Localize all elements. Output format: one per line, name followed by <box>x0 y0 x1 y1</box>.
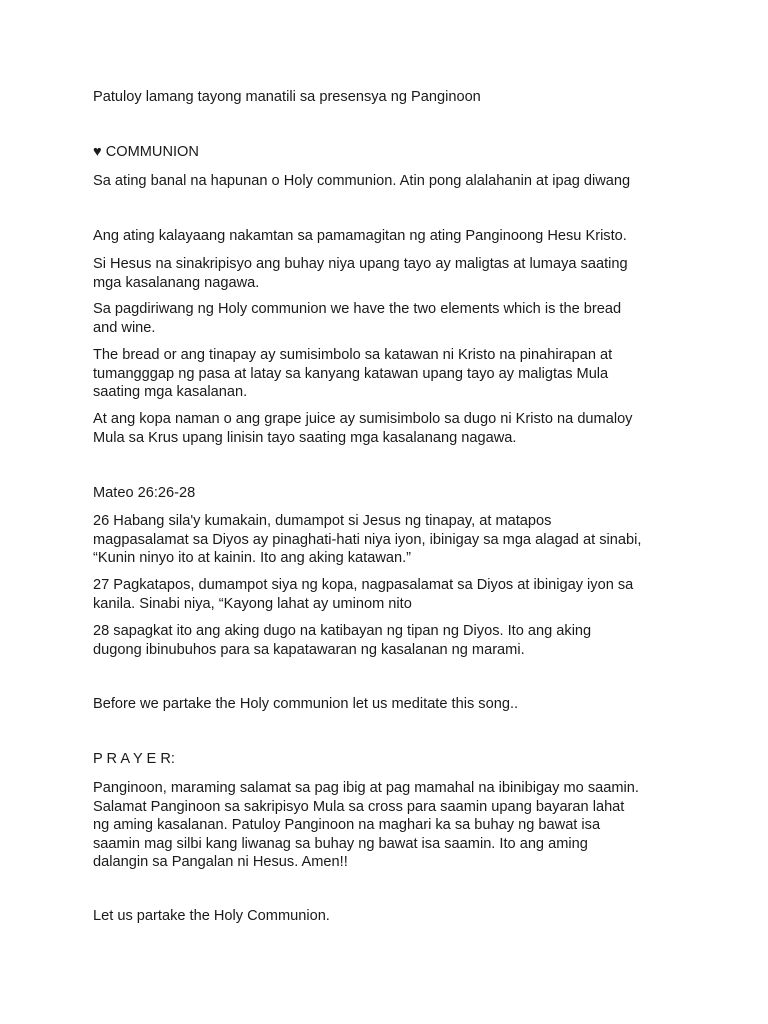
verse-27-text: 27 Pagkatapos, dumampot siya ng kopa, nagpasalamat sa Diyos at ibinigay iyon sa kanila. Sinabi niya, “Kayong lahat ay uminom nito <box>93 577 634 612</box>
communion-intro-text: Sa ating banal na hapunan o Holy communion. Atin pong alalahanin at ipag diwang <box>93 173 631 189</box>
communion-heading: ♥ COMMUNION <box>93 144 199 160</box>
verse-28-text: 28 sapagkat ito ang aking dugo na katibayan ng tipan ng Diyos. Ito ang aking dugong ibinubuhos para sa kapatawaran ng kasalanan ng marami. <box>93 623 592 658</box>
freedom-text: Ang ating kalayaang nakamtan sa pamamagitan ng ating Panginoong Hesu Kristo. <box>93 228 627 244</box>
sacrifice-text: Si Hesus na sinakripisyo ang buhay niya upang tayo ay maligtas at lumaya saating mga kasalanang nagawa. <box>93 256 628 291</box>
partake-text: Let us partake the Holy Communion. <box>93 908 330 924</box>
prayer-text: Panginoon, maraming salamat sa pag ibig at pag mamahal na ibinibigay mo saamin. Salamat Panginoon sa sakripisyo Mula sa cross para saamin upang bayaran lahat ng aming kasalanan. Patuloy Panginoon na maghari ka sa buhay ng bawat isa saamin mag silbi kang liwanag sa buhay ng bawat isa saamin. Ito ang aming dalangin sa Pangalan ni Hesus. Amen!! <box>93 780 639 870</box>
cup-text: At ang kopa naman o ang grape juice ay sumisimbolo sa dugo ni Kristo na dumaloy Mula sa Krus upang linisin tayo saating mga kasalanang nagawa. <box>93 411 633 446</box>
meditate-text: Before we partake the Holy communion let us meditate this song.. <box>93 696 519 712</box>
prayer-heading: P R A Y E R: <box>93 751 175 767</box>
verse-26-text: 26 Habang sila'y kumakain, dumampot si Jesus ng tinapay, at matapos magpasalamat sa Diyos ay pinaghati-hati niya iyon, ibinigay sa mga alagad at sinabi, “Kunin ninyo ito at kainin. Ito ang aking katawan.” <box>93 513 642 566</box>
intro-text: Patuloy lamang tayong manatili sa presensya ng Panginoon <box>93 89 481 105</box>
elements-text: Sa pagdiriwang ng Holy communion we have the two elements which is the bread and wine. <box>93 301 622 336</box>
bread-text: The bread or ang tinapay ay sumisimbolo sa katawan ni Kristo na pinahirapan at tumangggap ng pasa at latay sa kanyang katawan upang tayo ay maligtas Mula saating mga kasalanan. <box>93 347 613 400</box>
scripture-reference: Mateo 26:26-28 <box>93 485 196 501</box>
